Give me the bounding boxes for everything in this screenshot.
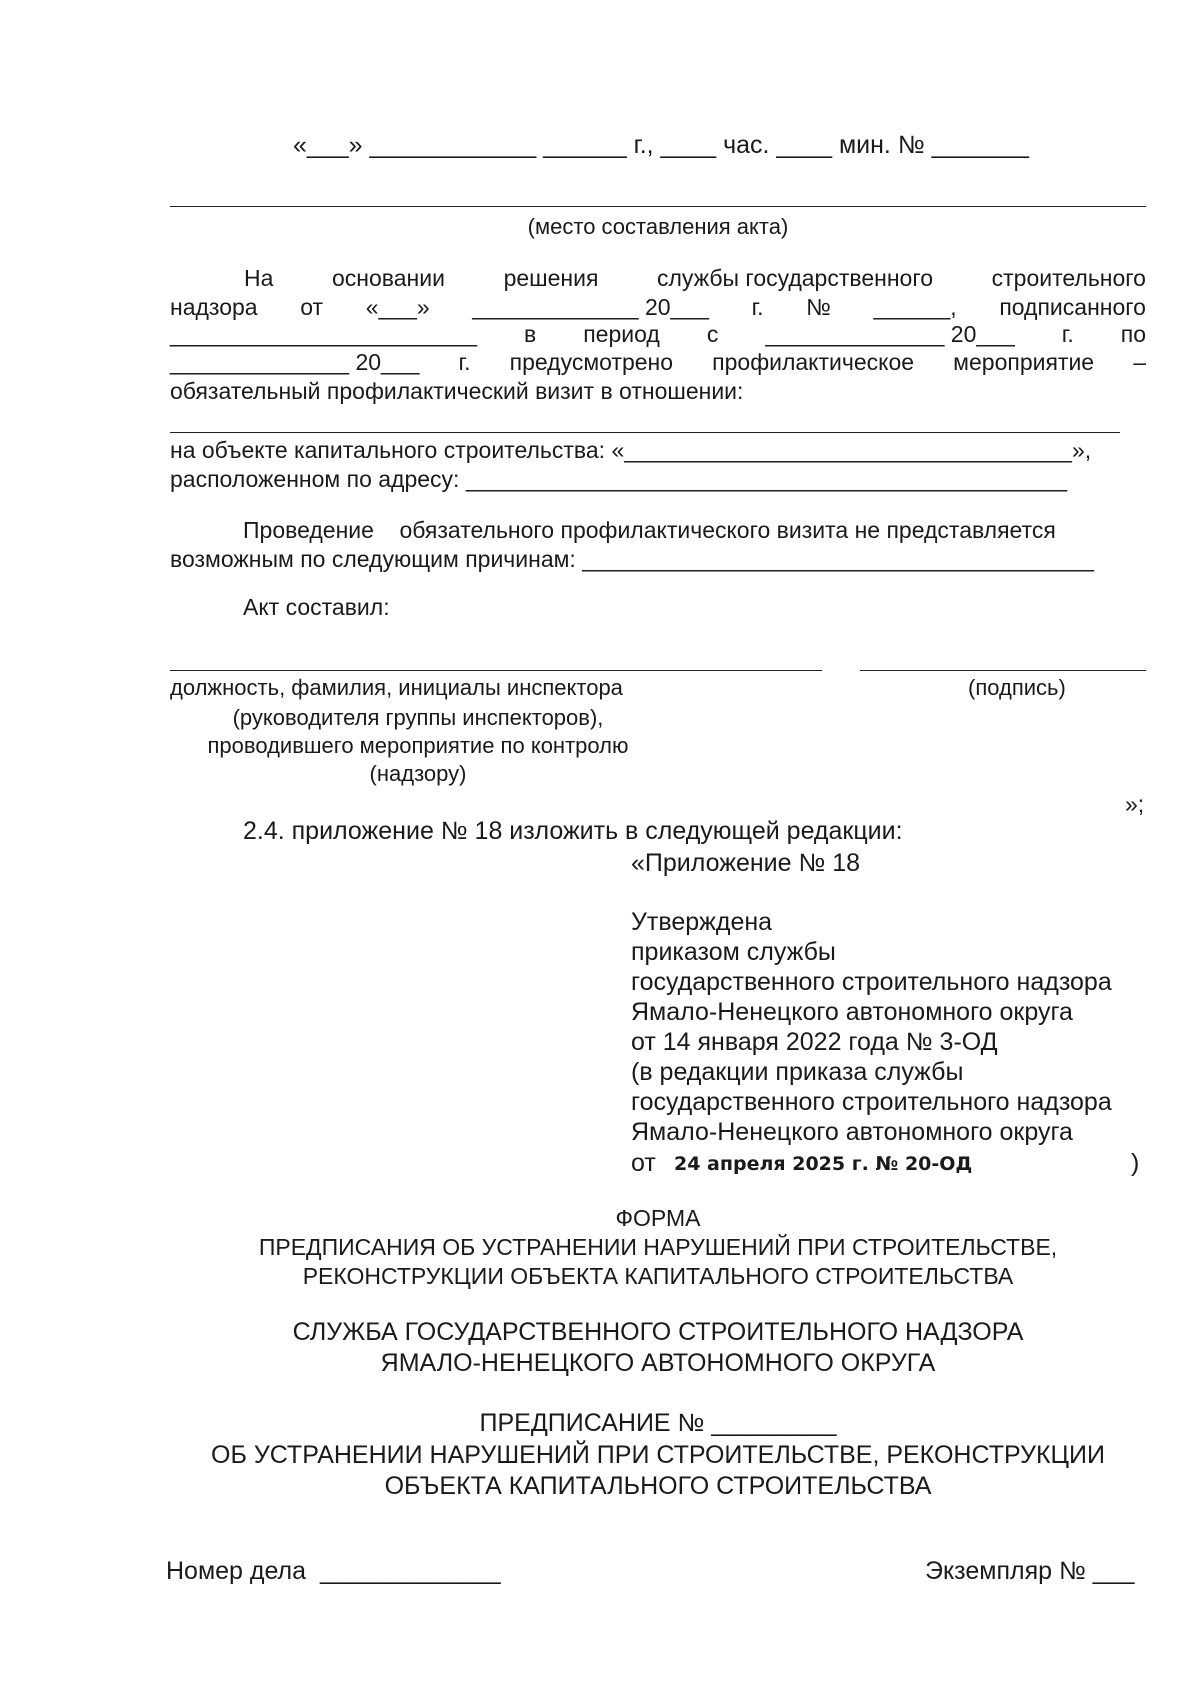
approved-line-2: приказом службы bbox=[631, 938, 836, 966]
signature-caption: (подпись) bbox=[968, 675, 1066, 700]
approved-line-1: Утверждена bbox=[631, 908, 773, 936]
approved-line-5: от 14 января 2022 года № 3-ОД bbox=[631, 1028, 998, 1056]
basis-line-3: ________________________ в период с ______________ 20___ г. по bbox=[170, 321, 1146, 347]
inspector-caption-line-1: должность, фамилия, инициалы инспектора bbox=[170, 675, 623, 700]
service-title-line-2: ЯМАЛО-НЕНЕЦКОГО АВТОНОМНОГО ОКРУГА bbox=[380, 1349, 936, 1377]
closing-quote: »; bbox=[1125, 791, 1145, 817]
amendment-close-paren: ) bbox=[1131, 1149, 1140, 1177]
inspector-caption-line-2: (руководителя группы инспекторов), bbox=[232, 705, 604, 730]
approved-line-4: Ямало-Ненецкого автономного округа bbox=[631, 998, 1073, 1026]
signature-rule bbox=[860, 670, 1146, 671]
inspector-caption-line-3: проводившего мероприятие по контролю bbox=[207, 733, 629, 758]
approved-line-7: государственного строительного надзора bbox=[631, 1088, 1112, 1116]
act-compiled-label: Акт составил: bbox=[243, 594, 390, 620]
approved-line-6: (в редакции приказа службы bbox=[631, 1058, 964, 1086]
service-title-line-1: СЛУЖБА ГОСУДАРСТВЕННОГО СТРОИТЕЛЬНОГО НАДЗОРА bbox=[292, 1318, 1024, 1346]
act-header-line: «___» ____________ ______ г., ____ час. ____ мин. № _______ bbox=[293, 131, 1029, 159]
inspector-rule bbox=[170, 670, 822, 671]
item-2-4: 2.4. приложение № 18 изложить в следующей редакции: bbox=[243, 817, 903, 845]
amendment-order-number: 24 апреля 2025 г. № 20-ОД bbox=[674, 1153, 973, 1175]
basis-line-4: ______________ 20___ г. предусмотрено профилактическое мероприятие – bbox=[170, 349, 1146, 375]
subject-rule bbox=[170, 432, 1120, 433]
inspector-caption-line-4: (надзору) bbox=[369, 761, 467, 786]
copy-number-field: Экземпляр № ___ bbox=[925, 1557, 1135, 1585]
basis-line-2: надзора от «___» _____________ 20___ г. № ______, подписанного bbox=[170, 294, 1146, 320]
form-title-line-1: ФОРМА bbox=[615, 1205, 701, 1231]
approved-line-3: государственного строительного надзора bbox=[631, 968, 1112, 996]
address-line: расположенном по адресу: _______________________________________________ bbox=[170, 466, 1068, 492]
appendix-title: «Приложение № 18 bbox=[631, 849, 861, 877]
form-title-line-2: ПРЕДПИСАНИЯ ОБ УСТРАНЕНИИ НАРУШЕНИЙ ПРИ СТРОИТЕЛЬСТВЕ, bbox=[258, 1234, 1058, 1260]
basis-line-5: обязательный профилактический визит в отношении: bbox=[170, 378, 744, 404]
amendment-from-prefix: от bbox=[631, 1149, 656, 1177]
prescription-title-line-1: ПРЕДПИСАНИЕ № _________ bbox=[479, 1409, 837, 1437]
prescription-title-line-2: ОБ УСТРАНЕНИИ НАРУШЕНИЙ ПРИ СТРОИТЕЛЬСТВЕ, РЕКОНСТРУКЦИИ bbox=[211, 1441, 1105, 1469]
object-line: на объекте капитального строительства: «___________________________________», bbox=[170, 437, 1092, 463]
place-caption: (место составления акта) bbox=[527, 214, 789, 239]
approved-line-8: Ямало-Ненецкого автономного округа bbox=[631, 1118, 1073, 1146]
basis-line-1: На основании решения службы государственного строительного bbox=[244, 265, 1146, 291]
prescription-title-line-3: ОБЪЕКТА КАПИТАЛЬНОГО СТРОИТЕЛЬСТВА bbox=[384, 1472, 932, 1500]
place-rule bbox=[170, 206, 1146, 207]
impossible-line-1: Проведение обязательного профилактического визита не представляется bbox=[243, 517, 1056, 543]
form-title-line-3: РЕКОНСТРУКЦИИ ОБЪЕКТА КАПИТАЛЬНОГО СТРОИТЕЛЬСТВА bbox=[302, 1263, 1014, 1289]
impossible-line-2: возможным по следующим причинам: ________________________________________ bbox=[170, 546, 1094, 572]
case-number-field: Номер дела _____________ bbox=[166, 1557, 501, 1585]
